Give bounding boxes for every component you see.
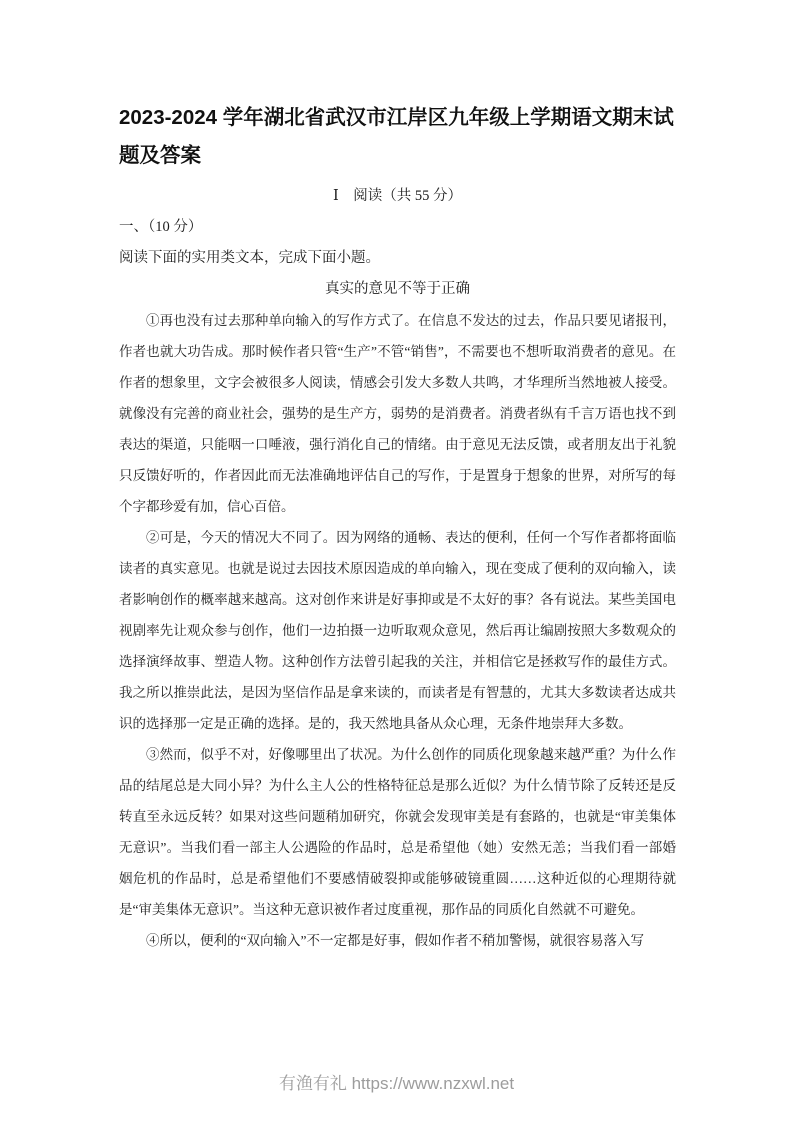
section-heading: Ⅰ 阅读（共 55 分） (333, 188, 462, 204)
article-paragraph: ②可是，今天的情况大不同了。因为网络的通畅、表达的便利，任何一个写作者都将面临读者的真实意见。也就是说过去因技术原因造成的单向输入，现在变成了便利的双向输入，读者影响创作的概率越来越高。这对创作来讲是好事抑或是不太好的事？各有说法。某些美国电视剧率先让观众参与创作，他们一边拍摄一边听取观众意见，然后再让编剧按照大多数观众的选择演绎故事、塑造人物。这种创作方法曾引起我的关注，并相信它是拯救写作的最佳方式。我之所以推崇此法，是因为坚信作品是拿来读的，而读者是有智慧的，尤其大多数读者达成共识的选择那一定是正确的选择。是的，我天然地具备从众心理，无条件地崇拜大多数。 (119, 530, 676, 731)
instruction-text: 阅读下面的实用类文本，完成下面小题。 (119, 250, 380, 266)
article-title: 真实的意见不等于正确 (325, 281, 470, 297)
question-number: 一、（10 分） (119, 219, 203, 235)
watermark-footer: 有渔有礼 https://www.nzxwl.net (278, 1074, 515, 1093)
article-body (119, 305, 676, 956)
article-paragraph: ④所以，便利的“双向输入”不一定都是好事，假如作者不稍加警惕，就很容易落入写 (146, 933, 644, 948)
document-content (119, 99, 676, 956)
article-paragraph: ①再也没有过去那种单向输入的写作方式了。在信息不发达的过去，作品只要见诸报刊，作者也就大功告成。那时候作者只管“生产”不管“销售”，不需要也不想听取消费者的意见。在作者的想象里，文字会被很多人阅读，情感会引发大多数人共鸣，才华理所当然地被人接受。就像没有完善的商业社会，强势的是生产方，弱势的是消费者。消费者纵有千言万语也找不到表达的渠道，只能咽一口唾液，强行消化自己的情绪。由于意见无法反馈，或者朋友出于礼貌只反馈好听的，作者因此而无法准确地评估自己的写作，于是置身于想象的世界，对所写的每个字都珍爱有加，信心百倍。 (119, 313, 676, 514)
article-paragraph: ③然而，似乎不对，好像哪里出了状况。为什么创作的同质化现象越来越严重？为什么作品的结尾总是大同小异？为什么主人公的性格特征总是那么近似？为什么情节除了反转还是反转直至永远反转？如果对这些问题稍加研究，你就会发现审美是有套路的，也就是“审美集体无意识”。当我们看一部主人公遇险的作品时，总是希望他（她）安然无恙；当我们看一部婚姻危机的作品时，总是希望他们不要感情破裂抑或能够破镜重圆……这种近似的心理期待就是“审美集体无意识”。当这种无意识被作者过度重视，那作品的同质化自然就不可避免。 (119, 747, 676, 917)
document-title: 2023-2024 学年湖北省武汉市江岸区九年级上学期语文期末试题及答案 (119, 106, 674, 167)
